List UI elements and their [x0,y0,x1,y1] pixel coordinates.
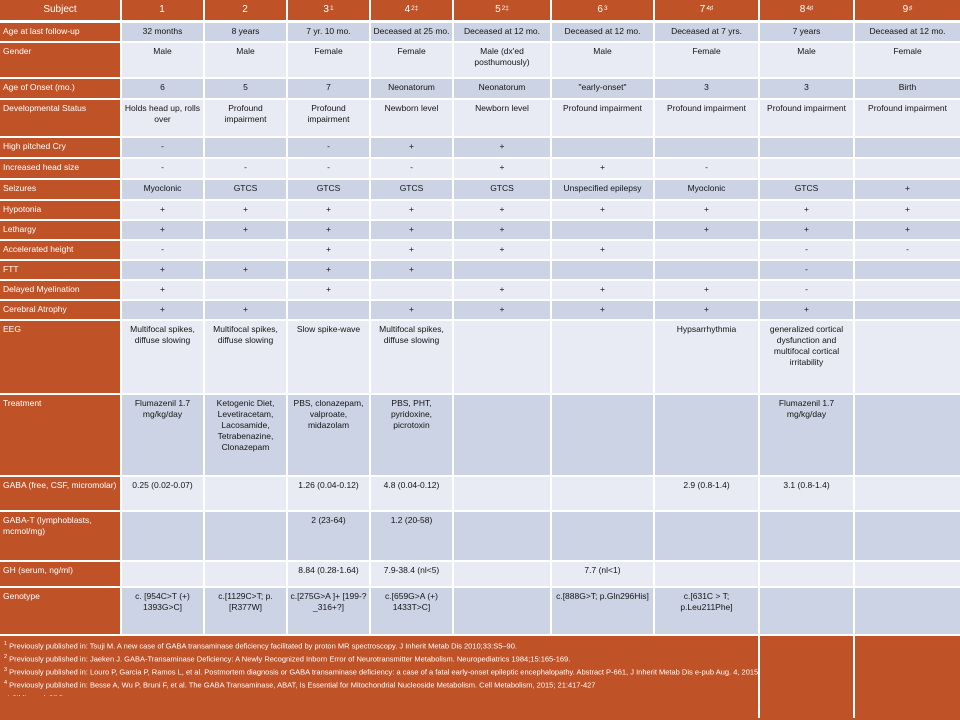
table-row [0,201,960,219]
row-label: Increased head size [0,159,120,178]
footnote-marker: 2 [4,654,8,660]
table-cell [454,261,550,279]
subject-header-cell [454,0,550,20]
table-cell: - [288,138,369,157]
table-cell: + [288,261,369,279]
table-cell: 6 [122,79,203,98]
table-cell: + [371,201,452,219]
table-cell: GTCS [454,180,550,199]
table-cell [552,221,653,239]
table-cell: Neonatorum [371,79,452,98]
table-cell: Myoclonic [122,180,203,199]
table-cell [855,301,960,319]
table-cell: Female [288,43,369,77]
table-cell: Profound impairment [552,100,653,136]
table-row [0,477,960,510]
table-cell: - [205,159,286,178]
table-cell: 2.9 (0.8-1.4) [655,477,758,510]
table-cell: - [855,241,960,259]
table-row [0,395,960,475]
table-cell: PBS, PHT, pyridoxine, picrotoxin [371,395,452,475]
row-label: Seizures [0,180,120,199]
subject-number: 9 [902,4,909,15]
row-label: Cerebral Atrophy [0,301,120,319]
table-cell: Slow spike-wave [288,321,369,393]
row-label: GABA (free, CSF, micromolar) [0,477,120,510]
table-cell: + [454,241,550,259]
table-cell: c.[888G>T; p.Gln296His] [552,588,653,634]
subject-footnote-marker: 4♯ [706,4,714,12]
table-row [0,562,960,586]
table-cell: Holds head up, rolls over [122,100,203,136]
table-cell [205,512,286,560]
table-row [0,512,960,560]
row-label: Gender [0,43,120,77]
table-cell [855,159,960,178]
table-cell: Flumazenil 1.7 mg/kg/day [122,395,203,475]
table-cell [760,512,853,560]
table-cell: Female [855,43,960,77]
table-cell: Deceased at 12 mo. [454,23,550,41]
table-header-row [0,0,960,20]
table-cell: 7.7 (nl<1) [552,562,653,586]
row-label: Hypotonia [0,201,120,219]
table-cell: 5 [205,79,286,98]
table-cell [454,562,550,586]
table-cell: Profound impairment [205,100,286,136]
table-cell: + [552,281,653,299]
row-label: GH (serum, ng/ml) [0,562,120,586]
table-cell: 3 [655,79,758,98]
table-cell: Profound impairment [855,100,960,136]
table-cell: + [205,221,286,239]
table-cell: GTCS [371,180,452,199]
table-row [0,281,960,299]
row-label: High pitched Cry [0,138,120,157]
table-row [0,261,960,279]
table-cell [205,477,286,510]
row-label: Age at last follow-up [0,23,120,41]
row-label: Lethargy [0,221,120,239]
table-cell [122,562,203,586]
table-cell: + [655,301,758,319]
table-cell [454,477,550,510]
table-cell: + [454,138,550,157]
subject-header-cell [552,0,653,20]
table-cell [855,261,960,279]
table-cell [288,301,369,319]
table-cell: - [288,159,369,178]
footnote-text: Previously published in: Louro P, Garcia P, Ramos L, et al. Postmortem diagnosis or GABA transaminase deficiency: a case of a fatal early-onset epileptic encephalopathy. Abstract P-661, J Inherit Metab Dis e-pub Aug. 4, 2015 [9,667,759,677]
table-row [0,100,960,136]
table-cell: Deceased at 7 yrs. [655,23,758,41]
bottom-band [0,696,960,718]
table-row [0,301,960,319]
table-cell: Newborn level [454,100,550,136]
table-cell [855,588,960,634]
table-row [0,159,960,178]
table-cell: Ketogenic Diet, Levetiracetam, Lacosamide, Tetrabenazine, Clonazepam [205,395,286,475]
table-cell [855,512,960,560]
table-cell: Neonatorum [454,79,550,98]
subject-number: 6 [597,4,603,15]
table-cell: - [122,138,203,157]
table-cell: + [855,221,960,239]
table-cell: "early-onset" [552,79,653,98]
table-cell: - [122,159,203,178]
table-cell: 1.2 (20-58) [371,512,452,560]
table-cell: 7 yr. 10 mo. [288,23,369,41]
table-cell: + [288,221,369,239]
table-cell: + [855,180,960,199]
table-cell: + [371,301,452,319]
table-cell: + [454,281,550,299]
table-cell: + [288,201,369,219]
table-cell [655,261,758,279]
table-row [0,23,960,41]
subject-header-cell [122,0,203,20]
table-cell [205,138,286,157]
table-cell: GTCS [205,180,286,199]
subject-footnote-marker: 2‡ [411,4,419,12]
table-cell: 0.25 (0.02-0.07) [122,477,203,510]
table-cell: 32 months [122,23,203,41]
table-cell: + [288,241,369,259]
table-cell: 8.84 (0.28-1.64) [288,562,369,586]
footnote-band [0,636,960,694]
table-cell: + [122,201,203,219]
table-cell [760,588,853,634]
table-cell: + [552,159,653,178]
table-cell: + [371,261,452,279]
table-cell: - [371,159,452,178]
subject-number: 5 [495,4,501,15]
subject-footnote-marker: 1 [329,4,334,12]
table-cell: c.[275G>A ]+ [199-?_316+?] [288,588,369,634]
table-cell: c. [954C>T (+) 1393G>C] [122,588,203,634]
table-cell [122,512,203,560]
table-cell [552,512,653,560]
table-cell [855,281,960,299]
subject-footnote-marker: 3 [603,4,608,12]
table-cell [454,512,550,560]
table-cell: + [454,301,550,319]
table-cell: + [454,201,550,219]
table-row [0,588,960,634]
table-cell [454,588,550,634]
table-row [0,241,960,259]
table-cell [552,321,653,393]
row-label: FTT [0,261,120,279]
table-row [0,79,960,98]
table-cell [552,261,653,279]
table-cell: + [205,201,286,219]
table-cell: + [122,221,203,239]
table-row [0,321,960,393]
footnote-line [4,665,759,678]
table-cell: 3 [760,79,853,98]
footnote-line [4,678,754,691]
table-cell: c.[1129C>T; p.[R377W] [205,588,286,634]
table-cell: PBS, clonazepam, valproate, midazolam [288,395,369,475]
subject-header-cell [760,0,853,20]
table-cell: Deceased at 25 mo. [371,23,452,41]
table-cell: + [371,241,452,259]
table-cell: + [205,301,286,319]
table-cell: - [760,241,853,259]
table-cell: Male [122,43,203,77]
table-cell [760,562,853,586]
table-cell: Male [760,43,853,77]
row-label: Delayed Myelination [0,281,120,299]
table-cell: Male [552,43,653,77]
table-cell: Profound impairment [288,100,369,136]
table-cell: + [288,281,369,299]
subject-header-cell [288,0,369,20]
table-cell [655,512,758,560]
table-cell: + [655,221,758,239]
subject-number: 1 [159,4,165,15]
table-cell [855,477,960,510]
table-row [0,43,960,77]
table-cell: Myoclonic [655,180,758,199]
footnote-text: Previously published in: Jaeken J. GABA-Transaminase Deficiency: A Newly Recognized Inborn Error of Neurotransmitter Metabolism. Neuropediatrics 1984;15:165-169. [9,654,571,664]
table-cell [855,138,960,157]
table-cell [454,321,550,393]
table-cell [760,159,853,178]
table-cell: + [552,301,653,319]
table-cell [205,281,286,299]
table-cell [655,562,758,586]
subject-number: 3 [323,4,329,15]
empty-footer-cell [855,696,960,718]
table-cell: Newborn level [371,100,452,136]
table-cell: 1.26 (0.04-0.12) [288,477,369,510]
table-cell: + [371,221,452,239]
table-cell: 8 years [205,23,286,41]
table-cell: 3.1 (0.8-1.4) [760,477,853,510]
row-label: Genotype [0,588,120,634]
table-cell [655,138,758,157]
table-cell: + [371,138,452,157]
table-cell: + [205,261,286,279]
table-cell: Hypsarrhythmia [655,321,758,393]
table-cell: + [122,261,203,279]
table-cell: + [122,281,203,299]
table-cell: 7.9-38.4 (nl<5) [371,562,452,586]
footnote-marker: 1 [4,641,8,647]
table-cell: - [760,281,853,299]
table-cell: Multifocal spikes, diffuse slowing [122,321,203,393]
subject-number: 4 [404,4,411,15]
table-cell [855,395,960,475]
table-cell: + [760,301,853,319]
row-label: Treatment [0,395,120,475]
table-cell: + [122,301,203,319]
table-cell [855,562,960,586]
table-cell: Multifocal spikes, diffuse slowing [205,321,286,393]
subject-header-cell [371,0,452,20]
footnote-line [4,652,754,665]
subject-footnote-marker: ♯ [909,4,913,12]
subject-number: 7 [699,4,706,15]
footnote-text: Previously published in: Besse A, Wu P, Bruni F, et al. The GABA Transaminase, ABAT, Is Essential for Mitochondrial Nucleoside Metabolism. Cell Metabolism, 2015; 21:417-427 [9,680,596,690]
subject-header-cell [205,0,286,20]
table-cell [552,395,653,475]
row-label: EEG [0,321,120,393]
table-cell: Birth [855,79,960,98]
subject-corner-header: Subject [0,0,120,20]
table-cell [371,281,452,299]
table-cell: c.[631C > T; p.Leu211Phe] [655,588,758,634]
table-cell: 4.8 (0.04-0.12) [371,477,452,510]
table-cell [205,562,286,586]
table-cell: - [122,241,203,259]
table-cell [760,138,853,157]
empty-footer-cell [0,696,758,718]
table-cell: + [855,201,960,219]
table-cell: GTCS [760,180,853,199]
table-cell: Female [655,43,758,77]
table-cell [655,395,758,475]
table-cell: Flumazenil 1.7 mg/kg/day [760,395,853,475]
subject-header-cell [855,0,960,20]
table-cell: Female [371,43,452,77]
table-cell: generalized cortical dysfunction and multifocal cortical irritability [760,321,853,393]
table-row [0,180,960,199]
table-cell: + [454,221,550,239]
table-cell [855,321,960,393]
subject-header-cell [655,0,758,20]
table-cell: - [760,261,853,279]
subject-footnote-marker: 4♯ [806,4,814,12]
footnote-line [4,639,754,652]
footnote-text: Previously published in: Tsuji M. A new case of GABA transaminase deficiency facilitated by proton MR spectroscopy. J Inherit Metab Dis 2010;33:S5–90. [9,641,517,651]
table-cell: + [655,281,758,299]
table-cell: Profound impairment [760,100,853,136]
table-cell: Unspecified epilepsy [552,180,653,199]
table-cell: + [552,241,653,259]
table-row [0,221,960,239]
table-cell: + [454,159,550,178]
table-cell [655,241,758,259]
table-cell: - [655,159,758,178]
table-cell: Deceased at 12 mo. [855,23,960,41]
footnote-marker: 4 [4,680,8,686]
subject-number: 2 [242,4,248,15]
table-cell [552,138,653,157]
table-cell: GTCS [288,180,369,199]
table-cell: 2 (23-64) [288,512,369,560]
table-cell: + [552,201,653,219]
table-cell: Male [205,43,286,77]
table-cell [205,241,286,259]
row-label: Age of Onset (mo.) [0,79,120,98]
table-cell: 7 years [760,23,853,41]
table-cell: Deceased at 12 mo. [552,23,653,41]
row-label: Developmental Status [0,100,120,136]
table-cell: 7 [288,79,369,98]
table-cell: c.[659G>A (+) 1433T>C] [371,588,452,634]
table-cell: Male (dx'ed posthumously) [454,43,550,77]
table-cell: Profound impairment [655,100,758,136]
table-cell: + [760,221,853,239]
subject-number: 8 [799,4,806,15]
footnote-marker: 3 [4,667,8,673]
row-label: GABA-T (lymphoblasts, mcmol/mg) [0,512,120,560]
row-label: Accelerated height [0,241,120,259]
table-cell [552,477,653,510]
table-cell: + [760,201,853,219]
empty-footer-cell [760,696,853,718]
table-cell: + [655,201,758,219]
subject-footnote-marker: 2‡ [501,4,509,12]
table-cell: Multifocal spikes, diffuse slowing [371,321,452,393]
table-cell [454,395,550,475]
table-row [0,138,960,157]
